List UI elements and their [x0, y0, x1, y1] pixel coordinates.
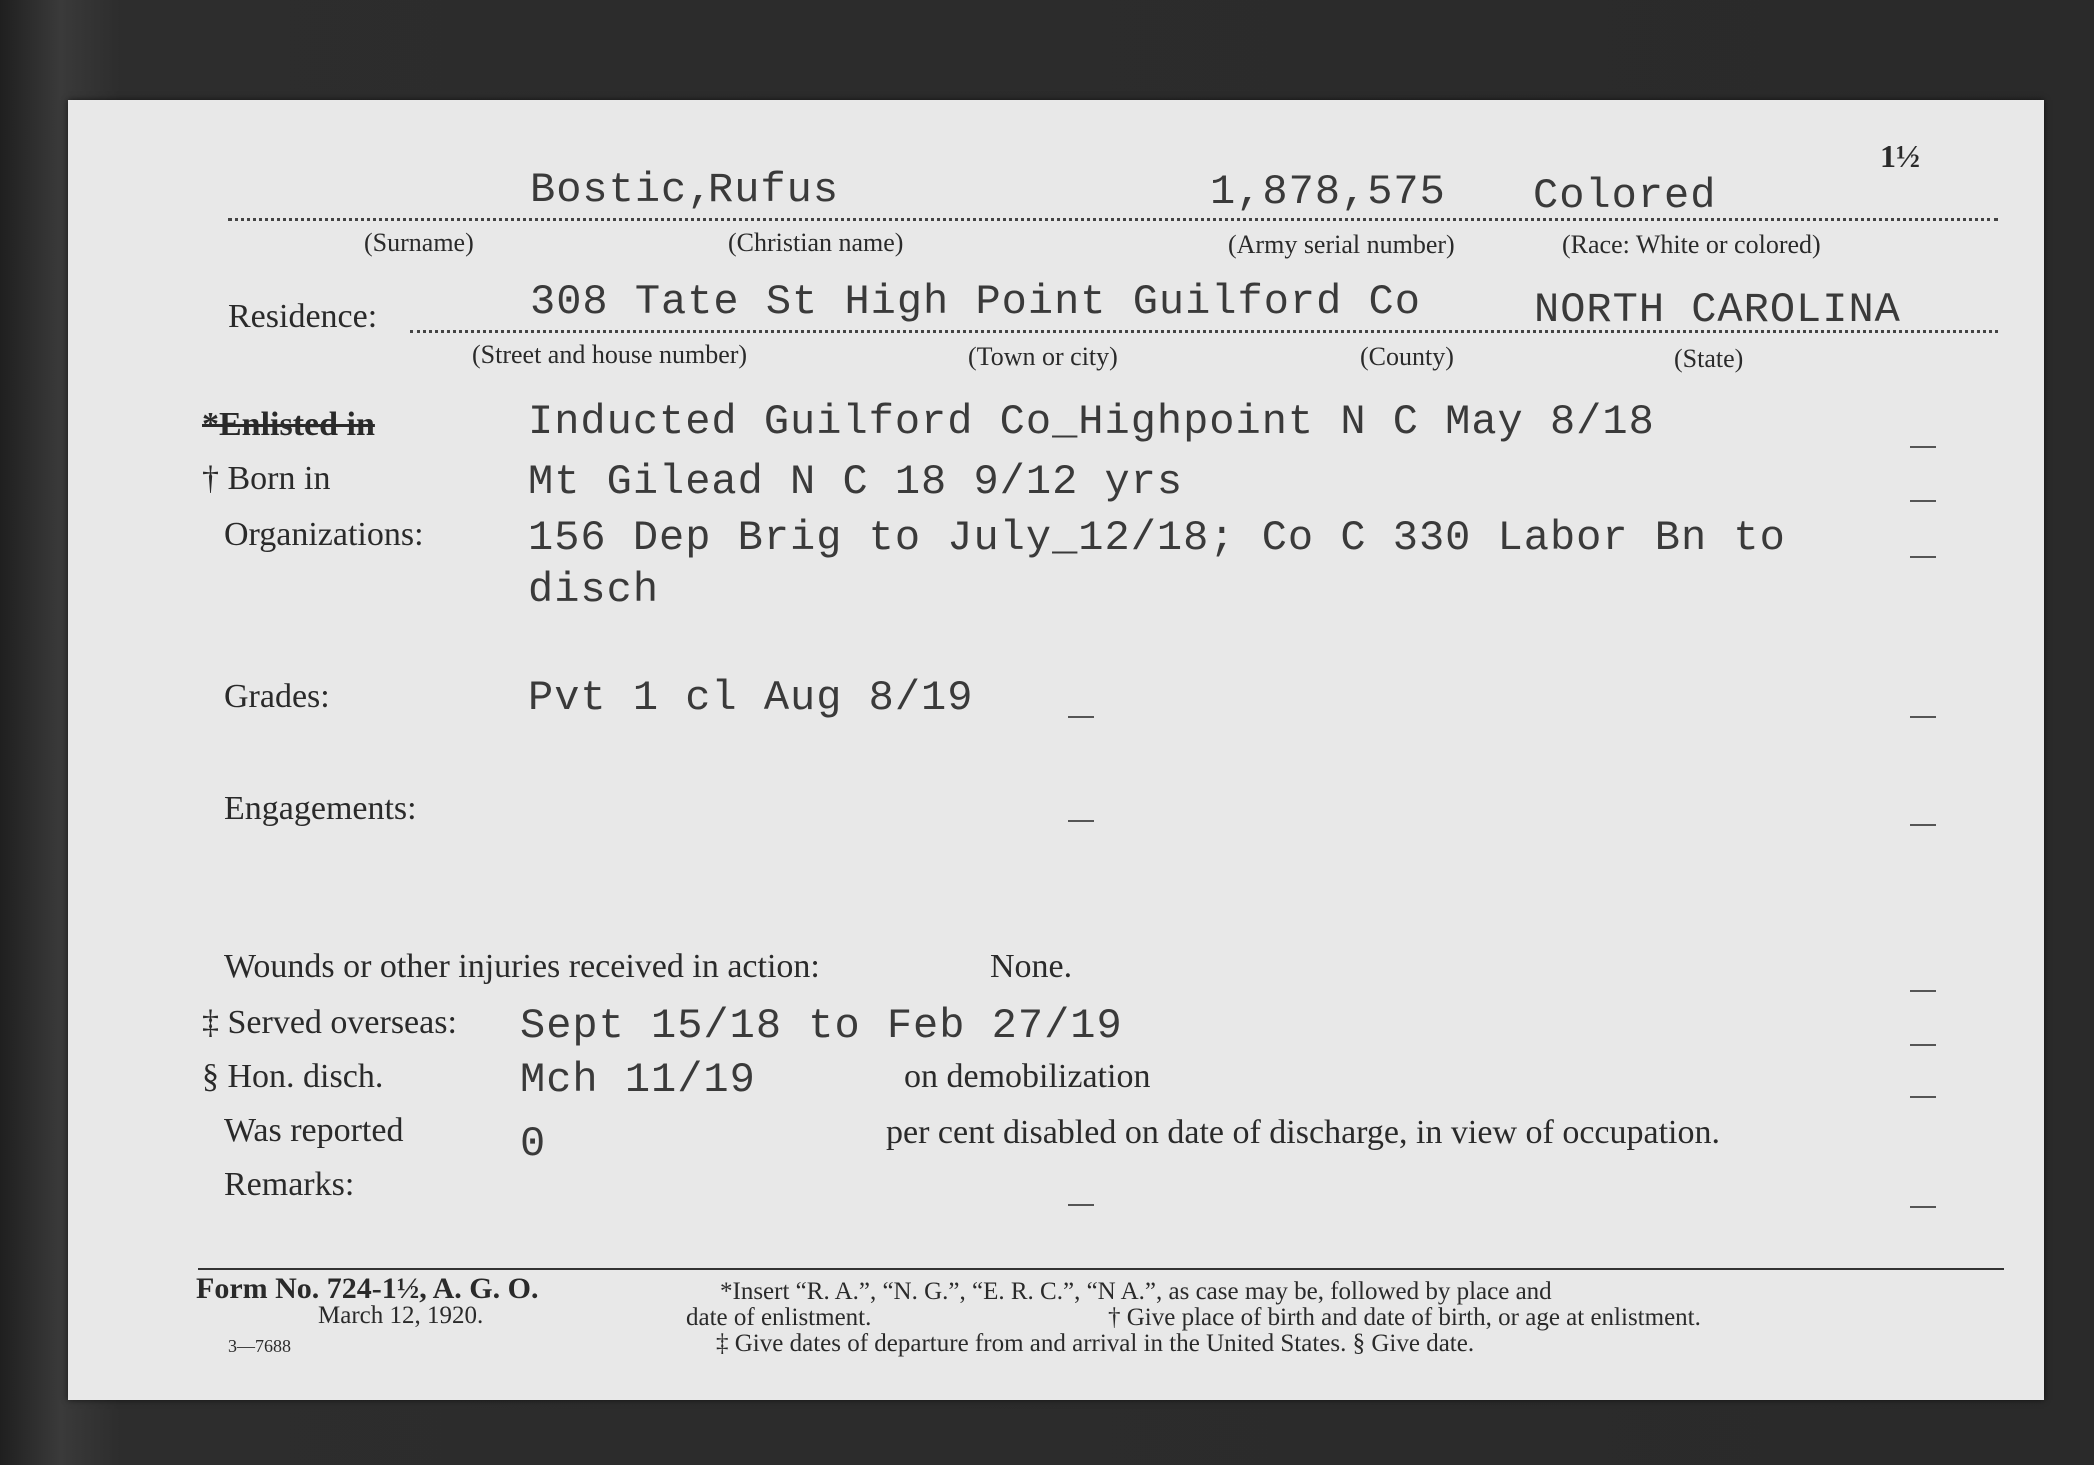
organizations-value-line1: 156 Dep Brig to July_12/18; Co C 330 Labor Bn to — [528, 514, 1786, 562]
footer-rule — [198, 1268, 2004, 1270]
organizations-label: Organizations: — [224, 516, 424, 553]
form-date: March 12, 1920. — [318, 1302, 484, 1329]
hon-disch-suffix: on demobilization — [904, 1058, 1151, 1095]
residence-label: Residence: — [228, 298, 378, 335]
served-overseas-label: ‡ Served overseas: — [202, 1004, 457, 1041]
was-reported-suffix: per cent disabled on date of discharge, in view of occupation. — [886, 1114, 1720, 1151]
blank-dash — [1910, 500, 1936, 502]
hon-disch-value: Mch 11/19 — [520, 1056, 756, 1104]
served-overseas-value: Sept 15/18 to Feb 27/19 — [520, 1002, 1123, 1050]
state-value: NORTH CAROLINA — [1534, 286, 1901, 334]
blank-dash — [1910, 824, 1936, 826]
christian-name-value: Rufus — [708, 166, 840, 214]
blank-dash — [1068, 820, 1094, 822]
town-caption: (Town or city) — [968, 342, 1118, 371]
blank-dash — [1910, 1206, 1936, 1208]
grades-label: Grades: — [224, 678, 330, 715]
footnote-line3: ‡ Give dates of departure from and arrival in the United States. § Give date. — [716, 1330, 1475, 1357]
blank-dash — [1910, 556, 1936, 558]
blank-dash — [1910, 1044, 1936, 1046]
was-reported-value: 0 — [520, 1120, 547, 1168]
born-value: Mt Gilead N C 18 9/12 yrs — [528, 458, 1184, 506]
footnote-line2a: date of enlistment. — [686, 1304, 872, 1331]
wounds-value: None. — [990, 948, 1073, 985]
grades-value: Pvt 1 cl Aug 8/19 — [528, 674, 974, 722]
residence-value: 308 Tate St High Point Guilford Co — [530, 278, 1421, 326]
hon-disch-label: § Hon. disch. — [202, 1058, 384, 1095]
race-value: Colored — [1533, 172, 1717, 220]
header-line — [228, 218, 1998, 221]
state-caption: (State) — [1674, 344, 1744, 373]
street-caption: (Street and house number) — [472, 340, 748, 369]
serial-number-caption: (Army serial number) — [1228, 230, 1455, 259]
race-caption: (Race: White or colored) — [1562, 230, 1821, 259]
footnote-line1: *Insert “R. A.”, “N. G.”, “E. R. C.”, “N A.”, as case may be, followed by place and — [720, 1278, 1552, 1305]
christian-name-caption: (Christian name) — [728, 228, 904, 257]
engagements-label: Engagements: — [224, 790, 417, 827]
blank-dash — [1910, 990, 1936, 992]
corner-label: 1½ — [1880, 138, 1920, 174]
service-record-card — [68, 100, 2044, 1400]
blank-dash — [1068, 1204, 1094, 1206]
surname-value: Bostic, — [530, 166, 714, 214]
surname-caption: (Surname) — [364, 228, 474, 257]
form-number: Form No. 724-1½, A. G. O. — [196, 1272, 539, 1305]
county-caption: (County) — [1360, 342, 1454, 371]
organizations-value-line2: disch — [528, 566, 660, 614]
born-label: † Born in — [202, 460, 331, 497]
blank-dash — [1910, 1096, 1936, 1098]
was-reported-label: Was reported — [224, 1112, 404, 1149]
remarks-label: Remarks: — [224, 1166, 355, 1203]
blank-dash — [1910, 446, 1936, 448]
blank-dash — [1068, 716, 1094, 718]
enlisted-value: Inducted Guilford Co_Highpoint N C May 8/18 — [528, 398, 1655, 446]
form-code: 3—7688 — [228, 1336, 291, 1356]
wounds-label: Wounds or other injuries received in action: — [224, 948, 820, 985]
residence-line — [410, 330, 1998, 333]
footnote-line2b: † Give place of birth and date of birth, or age at enlistment. — [1108, 1304, 1701, 1331]
blank-dash — [1910, 716, 1936, 718]
enlisted-label: *Enlisted in — [202, 406, 375, 443]
serial-number-value: 1,878,575 — [1210, 168, 1446, 216]
